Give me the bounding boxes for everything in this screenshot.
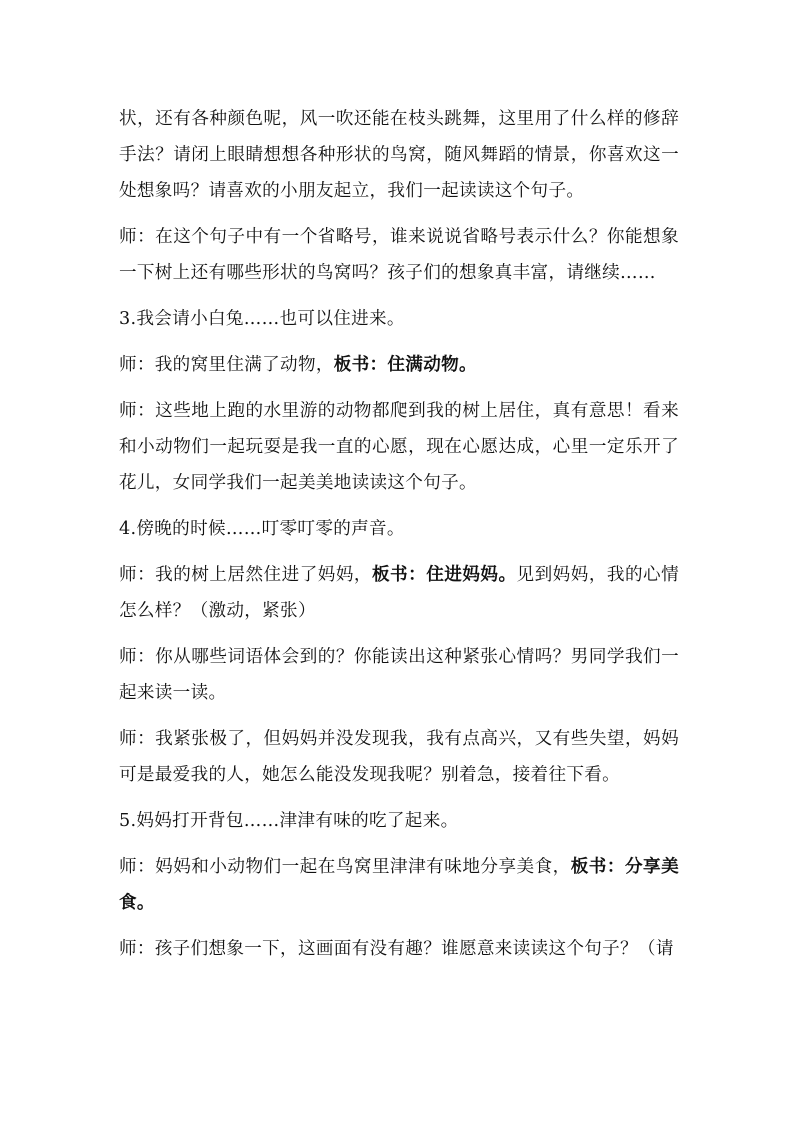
paragraph-12 [119, 931, 679, 967]
paragraph-text: 师：你从哪些词语体会到的？你能读出这种紧张心情吗？男同学我们一起来读一读。 [119, 647, 679, 703]
paragraph-text: 5.妈妈打开背包……津津有味的吃了起来。 [119, 811, 459, 831]
paragraph-6 [119, 511, 679, 547]
paragraph-text: 见到妈妈，我的心情怎么样？（激动，紧张） [119, 565, 679, 621]
paragraph-8 [119, 639, 679, 711]
paragraph-text: 师：这些地上跑的水里游的动物都爬到我的树上居住，真有意思！看来和小动物们一起玩耍是我一直的心愿，现在心愿达成，心里一定乐开了花儿，女同学我们一起美美地读读这个句子。 [119, 401, 679, 493]
paragraph-3 [119, 301, 679, 337]
paragraph-1 [119, 101, 679, 209]
document-body [119, 101, 679, 967]
paragraph-text: 4.傍晚的时候……叮零叮零的声音。 [119, 519, 405, 539]
paragraph-text: 师：孩子们想象一下，这画面有没有趣？谁愿意来读读这个句子？（请 [119, 939, 674, 959]
blackboard-note: 板书：住进妈妈。 [371, 564, 517, 585]
paragraph-text: 师：我紧张极了，但妈妈并没发现我，我有点高兴，又有些失望，妈妈可是最爱我的人，她怎么能没发现我呢？别着急，接着往下看。 [119, 729, 679, 785]
paragraph-text: 师：我的树上居然住进了妈妈， [119, 565, 372, 585]
paragraph-4 [119, 347, 679, 383]
paragraph-7 [119, 557, 679, 629]
paragraph-text: 3.我会请小白兔……也可以住进来。 [119, 309, 405, 329]
paragraph-5 [119, 393, 679, 501]
blackboard-note: 板书：分享美食。 [119, 856, 679, 913]
paragraph-text: 师：妈妈和小动物们一起在鸟窝里津津有味地分享美食， [119, 857, 571, 877]
paragraph-10 [119, 803, 679, 839]
paragraph-9 [119, 721, 679, 793]
paragraph-text: 师：我的窝里住满了动物， [119, 355, 334, 375]
paragraph-text: 状，还有各种颜色呢，风一吹还能在枝头跳舞，这里用了什么样的修辞手法？请闭上眼睛想想各种形状的鸟窝，随风舞蹈的情景，你喜欢这一处想象吗？请喜欢的小朋友起立，我们一起读读这个句子。 [119, 109, 679, 201]
blackboard-note: 板书：住满动物。 [333, 354, 477, 375]
paragraph-11 [119, 849, 679, 921]
paragraph-text: 师：在这个句子中有一个省略号，谁来说说省略号表示什么？你能想象一下树上还有哪些形状的鸟窝吗？孩子们的想象真丰富，请继续…… [119, 227, 679, 283]
paragraph-2 [119, 219, 679, 291]
